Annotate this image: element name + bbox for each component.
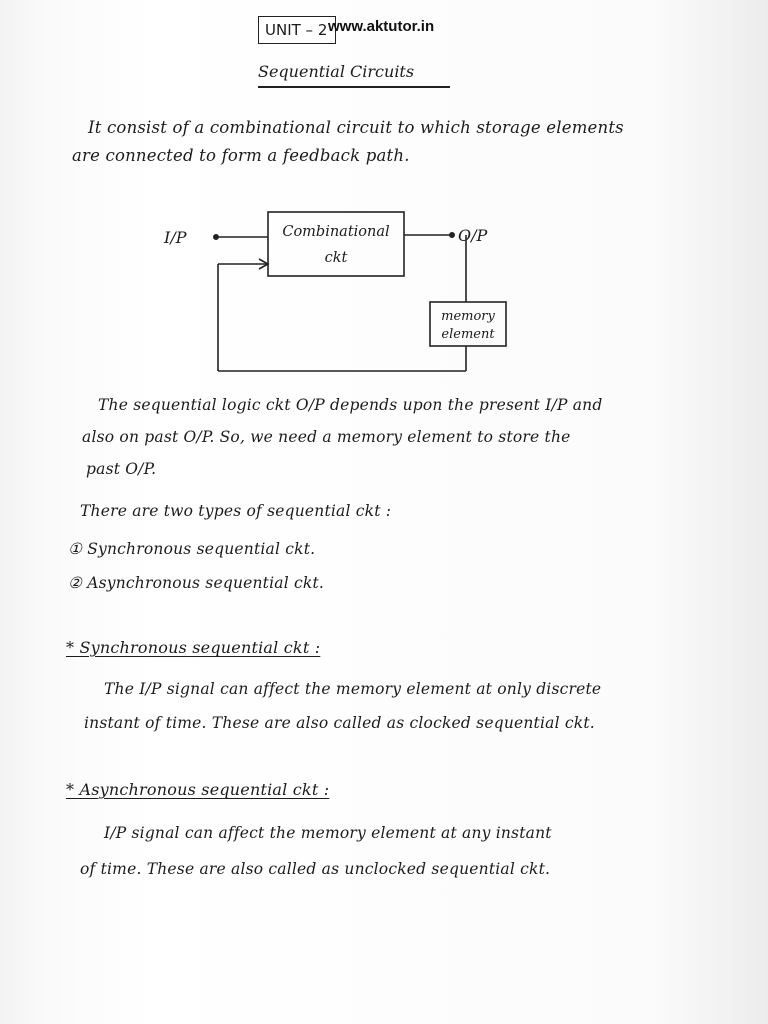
output-node [450,233,454,237]
types-item-1: ① Synchronous sequential ckt. [68,540,316,558]
page-title: Sequential Circuits [258,62,415,81]
para1-line-3: past O/P. [86,460,157,478]
input-node [214,235,218,239]
async-line-2: of time. These are also called as unclocked sequential ckt. [80,860,551,878]
types-intro: There are two types of sequential ckt : [80,502,392,520]
sync-heading: * Synchronous sequential ckt : [66,638,321,657]
async-heading: * Asynchronous sequential ckt : [66,780,330,799]
combinational-label-2: ckt [324,250,348,266]
sync-line-1: The I/P signal can affect the memory element at only discrete [104,680,602,698]
async-line-1: I/P signal can affect the memory element at any instant [104,824,552,842]
intro-line-1: It consist of a combinational circuit to which storage elements [88,118,624,137]
types-item-2: ② Asynchronous sequential ckt. [68,574,325,592]
memory-label-1: memory [441,309,495,324]
combinational-label-1: Combinational [282,224,390,240]
memory-label-2: element [441,327,495,342]
unit-label: UNIT – 2 [265,21,328,39]
combinational-block [268,212,404,276]
output-label: O/P [458,226,488,245]
website-watermark: www.aktutor.in [328,18,435,35]
input-label: I/P [164,228,187,247]
sync-line-2: instant of time. These are also called as clocked sequential ckt. [84,714,595,732]
intro-line-2: are connected to form a feedback path. [72,146,410,165]
para1-line-1: The sequential logic ckt O/P depends upon the present I/P and [98,396,603,414]
para1-line-2: also on past O/P. So, we need a memory element to store the [82,428,571,446]
